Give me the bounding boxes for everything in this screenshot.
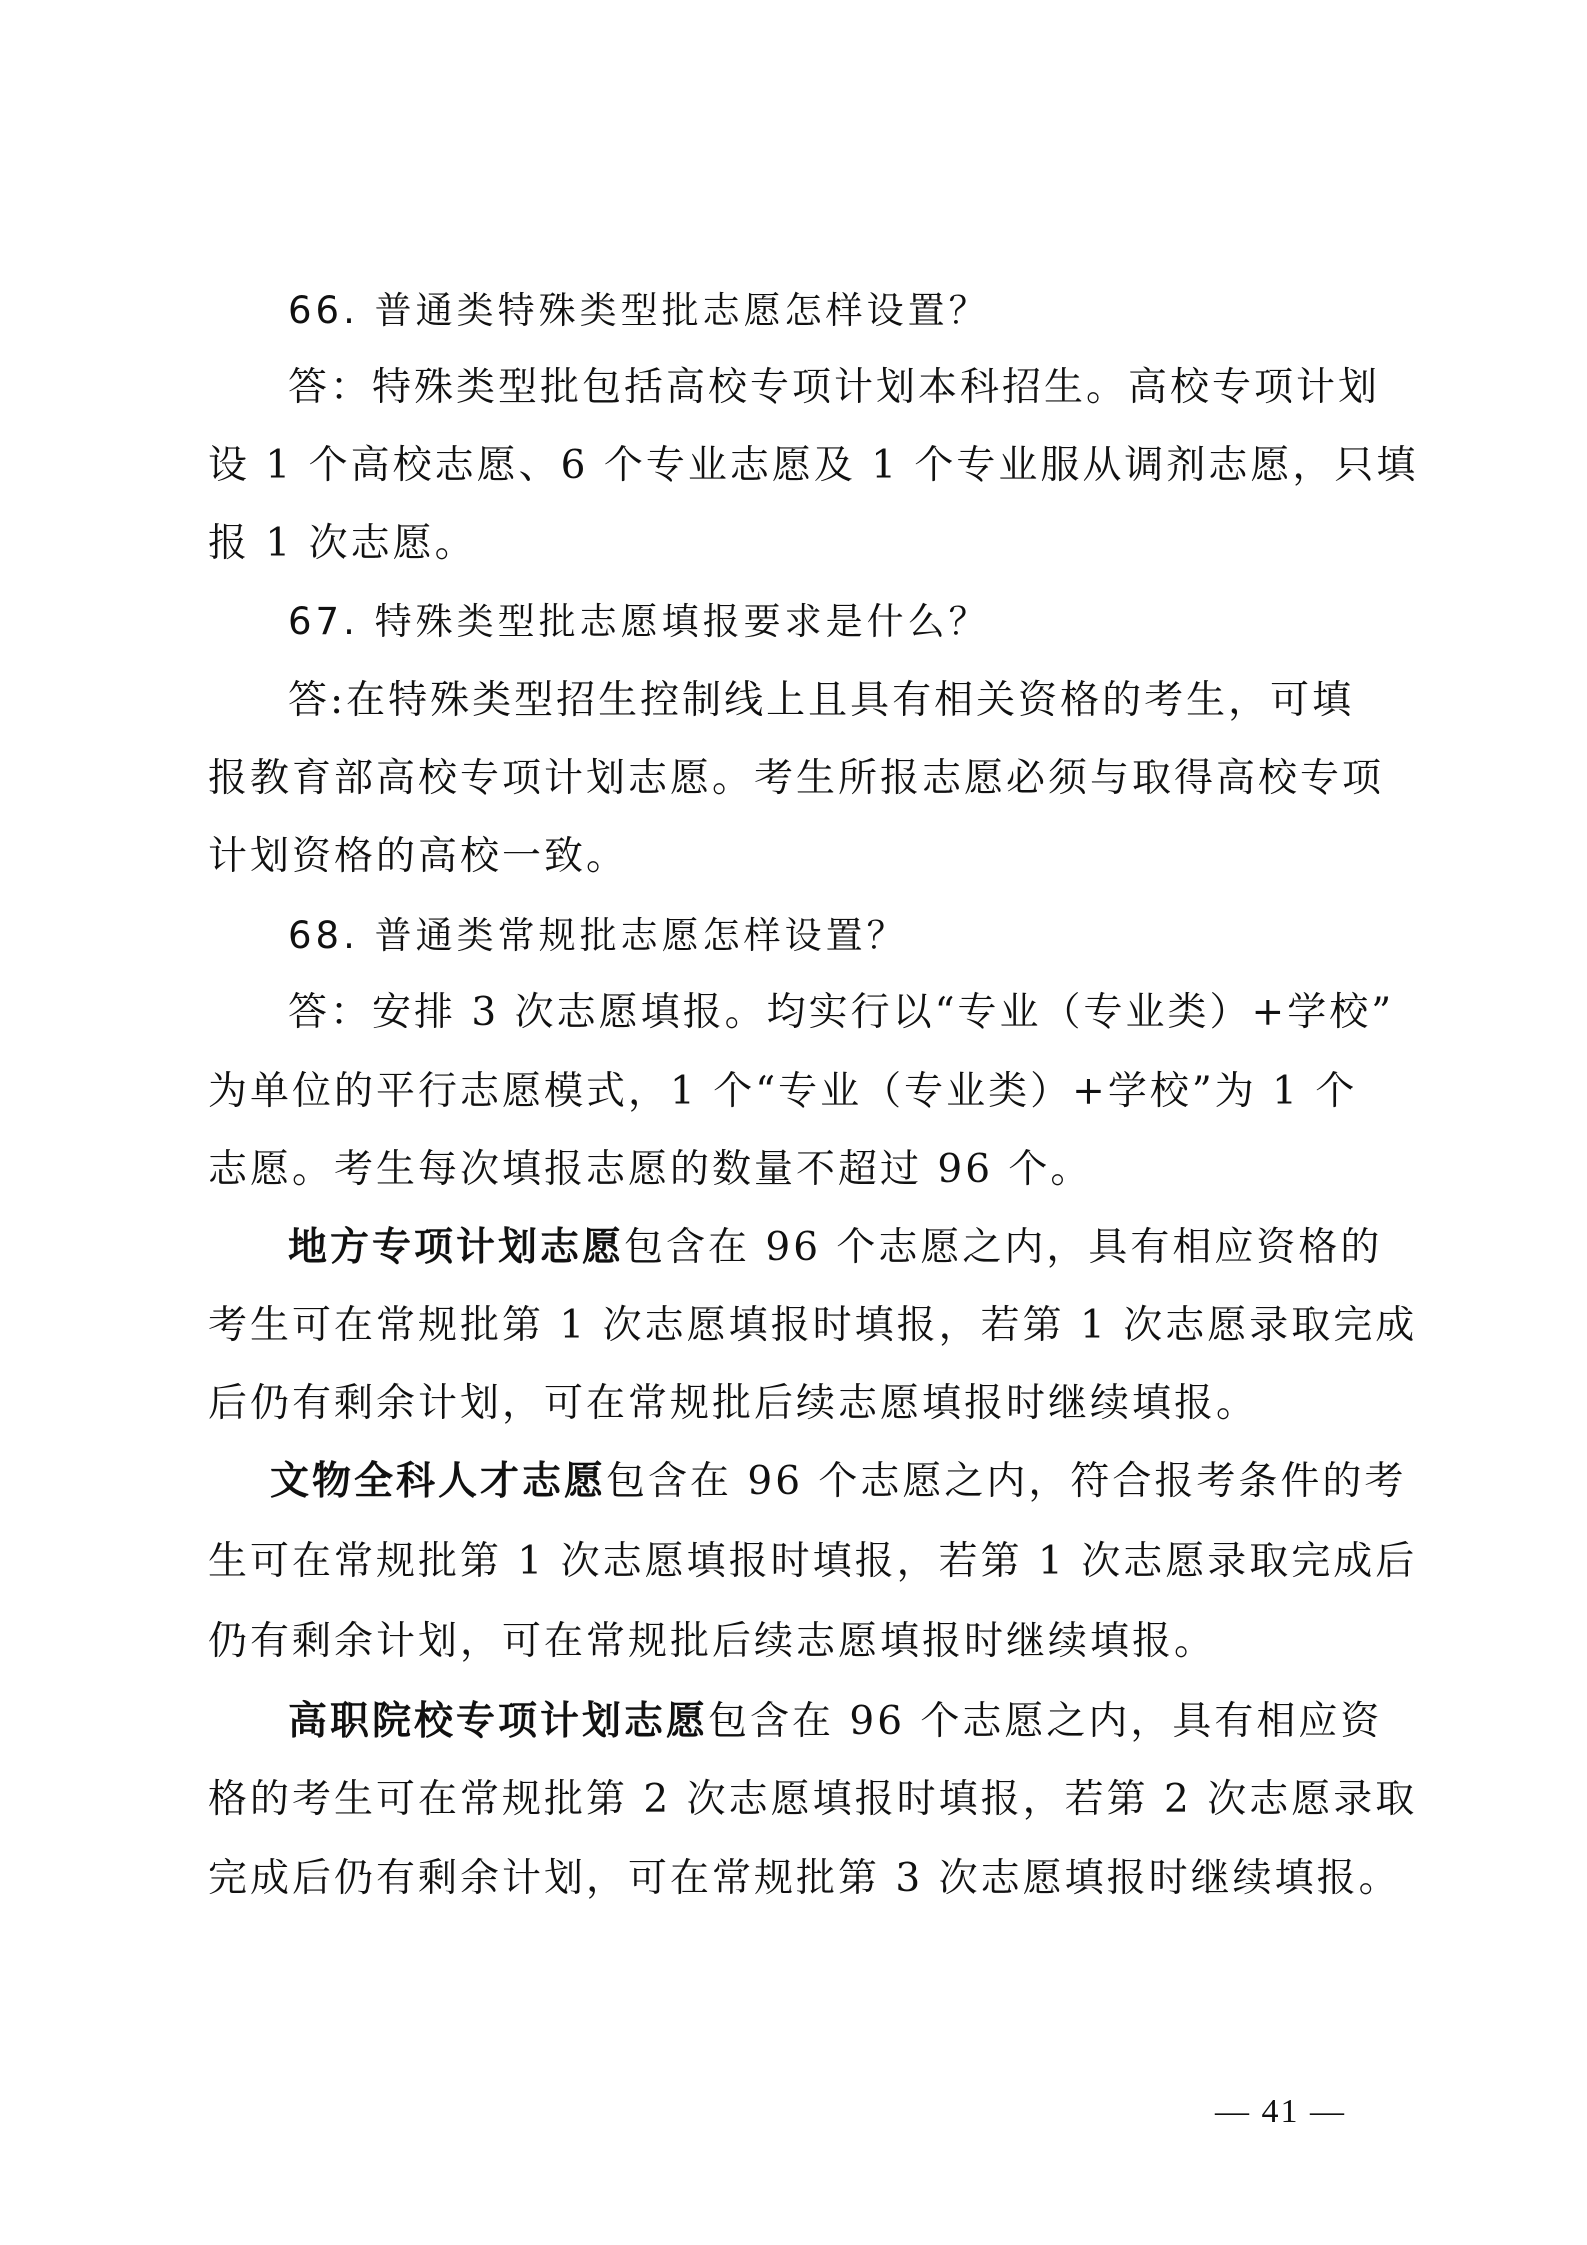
relics-heading: 文物全科人才志愿 bbox=[270, 1459, 607, 1504]
local-plan-heading: 地方专项计划志愿 bbox=[288, 1225, 625, 1270]
paragraph-relics-line-2: 生可在常规批第 1 次志愿填报时填报，若第 1 次志愿录取完成后 bbox=[208, 1539, 1418, 1584]
question-67-title: 67. 特殊类型批志愿填报要求是什么？ bbox=[288, 600, 990, 643]
question-66-title: 66. 普通类特殊类型批志愿怎样设置？ bbox=[288, 289, 990, 332]
relics-first-text: 包含在 96 个志愿之内，符合报考条件的考 bbox=[606, 1459, 1407, 1504]
answer-68-line-2: 为单位的平行志愿模式，1 个“专业（专业类）+学校”为 1 个 bbox=[208, 1069, 1358, 1114]
answer-66-line-3: 报 1 次志愿。 bbox=[208, 521, 477, 566]
paragraph-vocational-line-3: 完成后仍有剩余计划，可在常规批第 3 次志愿填报时继续填报。 bbox=[208, 1856, 1401, 1901]
paragraph-local-plan-line-2: 考生可在常规批第 1 次志愿填报时填报，若第 1 次志愿录取完成 bbox=[208, 1303, 1418, 1348]
local-plan-first-text: 包含在 96 个志愿之内，具有相应资格的 bbox=[624, 1225, 1383, 1270]
answer-67-line-2: 报教育部高校专项计划志愿。考生所报志愿必须与取得高校专项 bbox=[208, 756, 1385, 801]
answer-67-line-3: 计划资格的高校一致。 bbox=[208, 834, 629, 879]
question-68-title: 68. 普通类常规批志愿怎样设置？ bbox=[288, 914, 908, 957]
answer-68-line-3: 志愿。考生每次填报志愿的数量不超过 96 个。 bbox=[208, 1147, 1093, 1192]
answer-66-line-1: 答：特殊类型批包括高校专项计划本科招生。高校专项计划 bbox=[288, 365, 1381, 410]
paragraph-relics-line-3: 仍有剩余计划，可在常规批后续志愿填报时继续填报。 bbox=[208, 1619, 1217, 1664]
answer-66-line-2: 设 1 个高校志愿、6 个专业志愿及 1 个专业服从调剂志愿，只填 bbox=[208, 443, 1419, 488]
paragraph-local-plan-line-3: 后仍有剩余计划，可在常规批后续志愿填报时继续填报。 bbox=[208, 1381, 1259, 1426]
vocational-first-text: 包含在 96 个志愿之内，具有相应资 bbox=[708, 1699, 1383, 1744]
paragraph-vocational-line-2: 格的考生可在常规批第 2 次志愿填报时填报，若第 2 次志愿录取 bbox=[208, 1777, 1418, 1822]
answer-67-line-1: 答:在特殊类型招生控制线上且具有相关资格的考生，可填 bbox=[288, 678, 1355, 723]
vocational-heading: 高职院校专项计划志愿 bbox=[288, 1699, 709, 1744]
paragraph-vocational-line-1 bbox=[288, 1698, 1468, 1746]
answer-68-line-1: 答：安排 3 次志愿填报。均实行以“专业（专业类）+学校” bbox=[288, 990, 1395, 1035]
paragraph-relics-line-1 bbox=[270, 1458, 1450, 1506]
paragraph-local-plan-line-1 bbox=[288, 1224, 1468, 1272]
page-number: — 41 — bbox=[1215, 2093, 1346, 2130]
